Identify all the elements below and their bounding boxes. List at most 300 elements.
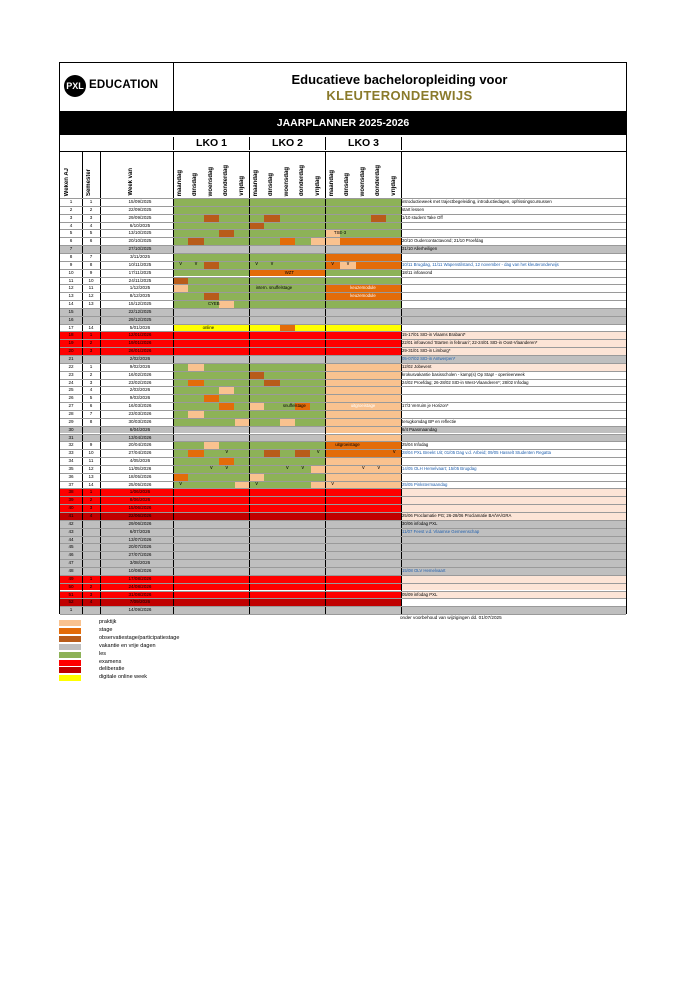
row-divider: [60, 237, 626, 238]
logo-mark: PXL: [64, 75, 86, 97]
week-date: 4/05/2026: [129, 458, 151, 464]
week-date: 24/08/2026: [128, 583, 152, 589]
day-cell: [311, 465, 326, 473]
divider: [100, 152, 101, 198]
lko-1-band: [173, 543, 249, 551]
divider: [249, 152, 250, 198]
week-note: [401, 543, 626, 551]
week-note: [401, 496, 626, 504]
table-row: [60, 214, 626, 222]
week-number: 1: [69, 607, 73, 613]
lko-3-band: [325, 591, 401, 599]
table-row: [60, 481, 626, 489]
day-cell: [325, 237, 340, 245]
band-label: keuzemodule: [350, 285, 376, 291]
lko-2-band: [249, 512, 325, 520]
check-mark: v: [392, 449, 396, 456]
semester-week: 11: [88, 285, 94, 291]
week-date: 16/03/2026: [128, 403, 152, 409]
col-head-donderdag: donderdag: [223, 165, 230, 196]
row-divider: [60, 245, 626, 246]
semester-week: 2: [89, 371, 93, 377]
lko-1-band: [173, 457, 249, 465]
week-date: 13/07/2026: [128, 536, 152, 542]
semester-week: [82, 606, 100, 614]
week-number: 20: [68, 348, 74, 354]
day-cell: [249, 402, 264, 410]
week-note: [401, 551, 626, 559]
week-number: 44: [68, 536, 74, 542]
week-number: 8: [69, 253, 73, 259]
table-row: [60, 426, 626, 434]
semester-week: [82, 528, 100, 536]
week-note: 05/09 infodag PXL: [401, 591, 626, 599]
week-note: 18/11 infoavond: [401, 269, 626, 277]
col-head-vrijdag: vrijdag: [390, 176, 397, 196]
col-head-dinsdag: dinsdag: [268, 172, 275, 196]
lko-2-band: [249, 426, 325, 434]
week-note: [401, 575, 626, 583]
day-cell: [295, 449, 310, 457]
lko-2-band: [249, 245, 325, 253]
row-divider: [60, 598, 626, 599]
week-date: 10/11/2025: [128, 261, 152, 267]
row-divider: [60, 339, 626, 340]
day-cell: [280, 324, 295, 332]
week-number: 39: [68, 497, 74, 503]
week-date: 11/05/2026: [128, 465, 152, 471]
week-number: 37: [68, 481, 74, 487]
week-number: 26: [68, 395, 74, 401]
band-label: TSE-3: [333, 230, 347, 236]
lko-2-band: [249, 347, 325, 355]
planner-sheet: [59, 62, 627, 614]
week-date: 18/05/2026: [128, 473, 152, 479]
week-number: 21: [68, 356, 74, 361]
band-label: uitgroeistage: [335, 442, 360, 448]
lko-3-band: [325, 559, 401, 567]
col-head-vrijdag: vrijdag: [238, 176, 245, 196]
legend-label: praktijk: [99, 619, 117, 625]
week-note: 30/06 infodag PXL: [401, 520, 626, 528]
lko-3-band: [325, 536, 401, 544]
week-number: 6: [69, 238, 73, 244]
lko-3-band: [325, 331, 401, 339]
table-row: [60, 512, 626, 520]
week-number: 14: [68, 301, 74, 307]
lko-1-band: [173, 355, 249, 363]
semester-week: 3: [89, 591, 93, 597]
lko-3-band: [325, 520, 401, 528]
table-row: [60, 394, 626, 402]
lko-1-band: [173, 386, 249, 394]
week-date: 6/07/2026: [129, 528, 151, 534]
lko-2-band: [249, 379, 325, 387]
week-number: 10: [68, 269, 74, 275]
week-date: 20/07/2026: [128, 544, 152, 550]
week-date: 14/09/2026: [128, 607, 152, 613]
week-note: [401, 222, 626, 230]
week-date: 2/02/2026: [129, 356, 151, 361]
table-row: [60, 598, 626, 606]
row-divider: [60, 363, 626, 364]
check-mark: v: [179, 260, 182, 267]
check-mark: v: [346, 260, 350, 267]
week-number: 3: [69, 214, 73, 220]
lko-1-band: [173, 229, 249, 237]
week-number: 7: [69, 246, 73, 252]
week-number: 28: [68, 410, 74, 416]
lko-3-band: [325, 339, 401, 347]
band-label: uitgroeistage: [350, 403, 376, 409]
legend-label: digitale online week: [99, 674, 148, 681]
lko-3-band: [325, 355, 401, 363]
lko-1-band: [173, 528, 249, 536]
day-cell: [204, 394, 219, 402]
semester-week: 11: [88, 458, 94, 464]
lko-2-band: [249, 410, 325, 418]
week-date: 31/08/2026: [128, 591, 152, 597]
divider: [173, 152, 174, 198]
table-row: [60, 222, 626, 230]
lko-1-band: [173, 245, 249, 253]
row-divider: [60, 575, 626, 576]
row-divider: [60, 308, 626, 309]
day-cell: [173, 284, 188, 292]
lko-1-band: [173, 536, 249, 544]
week-note: 31/10 Allerheiligen: [401, 245, 626, 253]
table-row: [60, 496, 626, 504]
band-label: snuffelstage: [282, 403, 306, 409]
table-row: [60, 229, 626, 237]
week-date: 5/01/2026: [129, 324, 151, 330]
page-subtitle: KLEUTERONDERWIJS: [326, 88, 473, 103]
day-cell: [204, 214, 219, 222]
lko-2-band: [249, 496, 325, 504]
week-date: 22/06/2026: [128, 513, 152, 518]
week-date: 6/10/2025: [129, 222, 151, 228]
week-note: 12/02 Jobevent: [401, 363, 626, 371]
table-row: [60, 363, 626, 371]
week-date: 26/01/2026: [128, 348, 152, 354]
table-row: [60, 434, 626, 442]
lko-2-band: [249, 229, 325, 237]
week-number: 13: [68, 293, 74, 299]
week-number: 46: [68, 552, 74, 558]
lko-1-band: [173, 410, 249, 418]
lko-1-band: [173, 253, 249, 261]
lko-1-band: [173, 434, 249, 442]
lko-2-band: [249, 520, 325, 528]
week-date: 27/07/2026: [128, 552, 152, 558]
week-date: 29/06/2026: [128, 520, 152, 526]
week-date: 20/10/2025: [128, 238, 152, 244]
col-head-semester: Semester: [86, 168, 92, 196]
lko-3-band: [325, 379, 401, 387]
semester-week: [82, 245, 100, 253]
table-row: [60, 583, 626, 591]
check-mark: v: [316, 449, 320, 456]
day-cell: [204, 292, 219, 300]
row-divider: [60, 496, 626, 497]
lko-1-band: [173, 520, 249, 528]
day-cell: [219, 457, 234, 465]
semester-week: 1: [89, 363, 93, 369]
row-divider: [60, 198, 626, 199]
week-number: 31: [68, 434, 74, 440]
semester-week: 1: [89, 199, 93, 204]
lko-3-band: [325, 269, 401, 277]
check-mark: v: [270, 260, 274, 267]
lko-2-heading: LKO 2: [249, 137, 326, 150]
lko-3-band: [325, 598, 401, 606]
divider: [401, 152, 402, 198]
col-head-dinsdag: dinsdag: [192, 172, 199, 196]
check-mark: v: [331, 480, 334, 487]
table-row: [60, 206, 626, 214]
table-row: [60, 379, 626, 387]
lko-3-band: [325, 543, 401, 551]
week-note: terugkomdag BP en reflectie: [401, 418, 626, 426]
semester-week: 1: [89, 332, 93, 338]
lko-2-band: [249, 457, 325, 465]
lko-1-band: [173, 426, 249, 434]
week-note: 17/3 Verruim je Horizon*: [401, 402, 626, 410]
week-date: 9/02/2026: [129, 363, 151, 369]
legend-swatch: [59, 636, 81, 642]
lko-3-band: [325, 324, 401, 332]
week-number: 30: [68, 426, 74, 432]
page-title: Educatieve bacheloropleiding voor: [291, 72, 508, 87]
week-number: 16: [68, 316, 74, 322]
semester-week: 2: [89, 497, 93, 503]
logo-text: EDUCATION: [89, 79, 159, 91]
lko-1-band: [173, 339, 249, 347]
week-number: 19: [68, 340, 74, 346]
week-number: 49: [68, 575, 74, 581]
day-cell: [280, 237, 295, 245]
legend-swatch: [59, 675, 81, 681]
lko-3-band: [325, 386, 401, 394]
lko-2-band: [249, 528, 325, 536]
day-cell: [188, 410, 203, 418]
lko-3-band: [325, 245, 401, 253]
planner-header: [60, 63, 626, 112]
week-note: [401, 606, 626, 614]
week-date: 12/01/2026: [128, 332, 152, 338]
row-divider: [60, 614, 626, 615]
lko-2-band: [249, 308, 325, 316]
col-head-dinsdag: dinsdag: [344, 172, 351, 196]
week-number: 15: [68, 308, 74, 314]
col-head-woensdag: woensdag: [207, 166, 214, 196]
semester-week: [82, 520, 100, 528]
lko-3-band: [325, 512, 401, 520]
lko-3-band: [325, 551, 401, 559]
week-note: 25/04 Infodag: [401, 441, 626, 449]
semester-week: 9: [89, 442, 93, 448]
table-row: [60, 551, 626, 559]
lko-1-band: [173, 347, 249, 355]
row-divider: [60, 347, 626, 348]
band-label: keuzemodule: [350, 293, 376, 299]
week-number: 27: [68, 403, 74, 409]
lko-1-band: [173, 575, 249, 583]
table-row: [60, 591, 626, 599]
week-number: 9: [69, 261, 73, 267]
legend-label: stage: [99, 626, 113, 633]
legend-swatch: [59, 644, 81, 650]
week-date: 1/06/2026: [129, 489, 151, 495]
semester-week: 3: [89, 379, 93, 385]
row-divider: [60, 426, 626, 427]
table-row: [60, 536, 626, 544]
week-number: 11: [68, 277, 74, 283]
week-note: 14/05 OLH Hemelvaart; 15/05 Brugdag: [401, 465, 626, 473]
legend-swatch: [59, 628, 81, 634]
semester-week: [82, 434, 100, 442]
day-cell: [173, 277, 188, 285]
table-row: [60, 339, 626, 347]
table-row: [60, 277, 626, 285]
week-number: 48: [68, 567, 74, 573]
band-label: WZT: [284, 269, 295, 275]
semester-week: [82, 543, 100, 551]
lko-2-band: [249, 559, 325, 567]
lko-1-band: [173, 402, 249, 410]
lko-2-band: [249, 441, 325, 449]
lko-1-band: [173, 449, 249, 457]
lko-3-band: [325, 528, 401, 536]
band-label: intern. snuffelstage: [255, 285, 293, 291]
lko-3-band: [325, 316, 401, 324]
semester-week: 10: [88, 450, 94, 456]
week-number: 42: [68, 520, 74, 526]
week-date: 15/06/2026: [128, 505, 152, 511]
week-number: 23: [68, 371, 74, 377]
lko-1-band: [173, 559, 249, 567]
row-divider: [60, 465, 626, 466]
table-row: [60, 300, 626, 308]
planner-banner: JAARPLANNER 2025-2026: [60, 112, 626, 135]
divider: [82, 152, 83, 198]
row-divider: [60, 567, 626, 568]
row-divider: [60, 253, 626, 254]
lko-2-band: [249, 363, 325, 371]
table-row: [60, 567, 626, 575]
col-head-maandag: maandag: [329, 169, 335, 196]
semester-week: [82, 567, 100, 575]
lko-2-band: [249, 355, 325, 363]
week-number: 1: [69, 199, 73, 204]
row-divider: [60, 316, 626, 317]
week-number: 22: [68, 363, 74, 369]
day-cell: [249, 371, 264, 379]
semester-week: 3: [89, 348, 93, 354]
table-row: [60, 465, 626, 473]
day-cell: [264, 379, 279, 387]
band-label: CYEB: [207, 301, 220, 307]
lko-3-band: [325, 606, 401, 614]
week-date: 2/03/2026: [129, 387, 151, 393]
week-number: 24: [68, 379, 74, 385]
table-row: [60, 245, 626, 253]
lko-3-heading: LKO 3: [325, 137, 402, 150]
week-note: 1/10 student Take Off: [401, 214, 626, 222]
lko-1-band: [173, 496, 249, 504]
week-note: 11/07 Feest v.d. Vlaamse Gemeenschap: [401, 528, 626, 536]
week-date: 8/12/2025: [129, 293, 151, 299]
semester-week: 7: [89, 410, 93, 416]
table-row: [60, 198, 626, 206]
week-date: 10/08/2026: [128, 567, 152, 573]
day-cell: [188, 237, 203, 245]
lko-3-band: [325, 277, 401, 285]
day-cell: [264, 449, 279, 457]
lko-2-band: [249, 206, 325, 214]
week-number: 41: [68, 513, 74, 518]
week-number: 52: [68, 599, 74, 605]
week-date: 22/12/2025: [128, 308, 152, 314]
week-date: 3/08/2026: [129, 560, 151, 566]
week-date: 17/08/2026: [128, 575, 152, 581]
table-row: [60, 308, 626, 316]
lko-1-band: [173, 371, 249, 379]
semester-week: 4: [89, 599, 93, 605]
day-cell: [188, 379, 203, 387]
lko-2-band: [249, 214, 325, 222]
check-mark: v: [210, 464, 213, 471]
table-row: [60, 269, 626, 277]
week-date: 23/03/2026: [128, 410, 152, 416]
lko-3-band: [325, 214, 401, 222]
day-cell: [235, 418, 250, 426]
check-mark: v: [194, 260, 198, 267]
week-number: 18: [68, 332, 74, 338]
day-cell: [188, 449, 203, 457]
lko-2-band: [249, 386, 325, 394]
semester-week: [82, 536, 100, 544]
lko-3-band: [325, 583, 401, 591]
week-date: 27/10/2025: [128, 246, 152, 252]
table-row: [60, 449, 626, 457]
week-date: 23/02/2026: [128, 379, 152, 385]
week-date: 30/03/2026: [128, 418, 152, 424]
band-label: online: [202, 324, 215, 330]
table-row: [60, 488, 626, 496]
lko-1-band: [173, 504, 249, 512]
semester-week: 7: [89, 253, 93, 259]
table-row: [60, 543, 626, 551]
lko-3-band: [325, 198, 401, 206]
row-divider: [60, 300, 626, 301]
lko-3-band: [325, 434, 401, 442]
legend-label: les: [99, 650, 107, 657]
semester-week: 4: [89, 387, 93, 393]
week-note: [401, 536, 626, 544]
lko-1-band: [173, 488, 249, 496]
lko-3-band: [325, 206, 401, 214]
row-divider: [60, 559, 626, 560]
week-date: 13/04/2026: [128, 434, 152, 440]
logo: [60, 63, 174, 111]
row-divider: [60, 379, 626, 380]
week-note: start lessen: [401, 206, 626, 214]
week-date: 27/04/2026: [128, 450, 152, 456]
legend-label: deliberatie: [99, 666, 125, 673]
week-note: 25/05 Pinkstermaandag: [401, 481, 626, 489]
row-divider: [60, 222, 626, 223]
